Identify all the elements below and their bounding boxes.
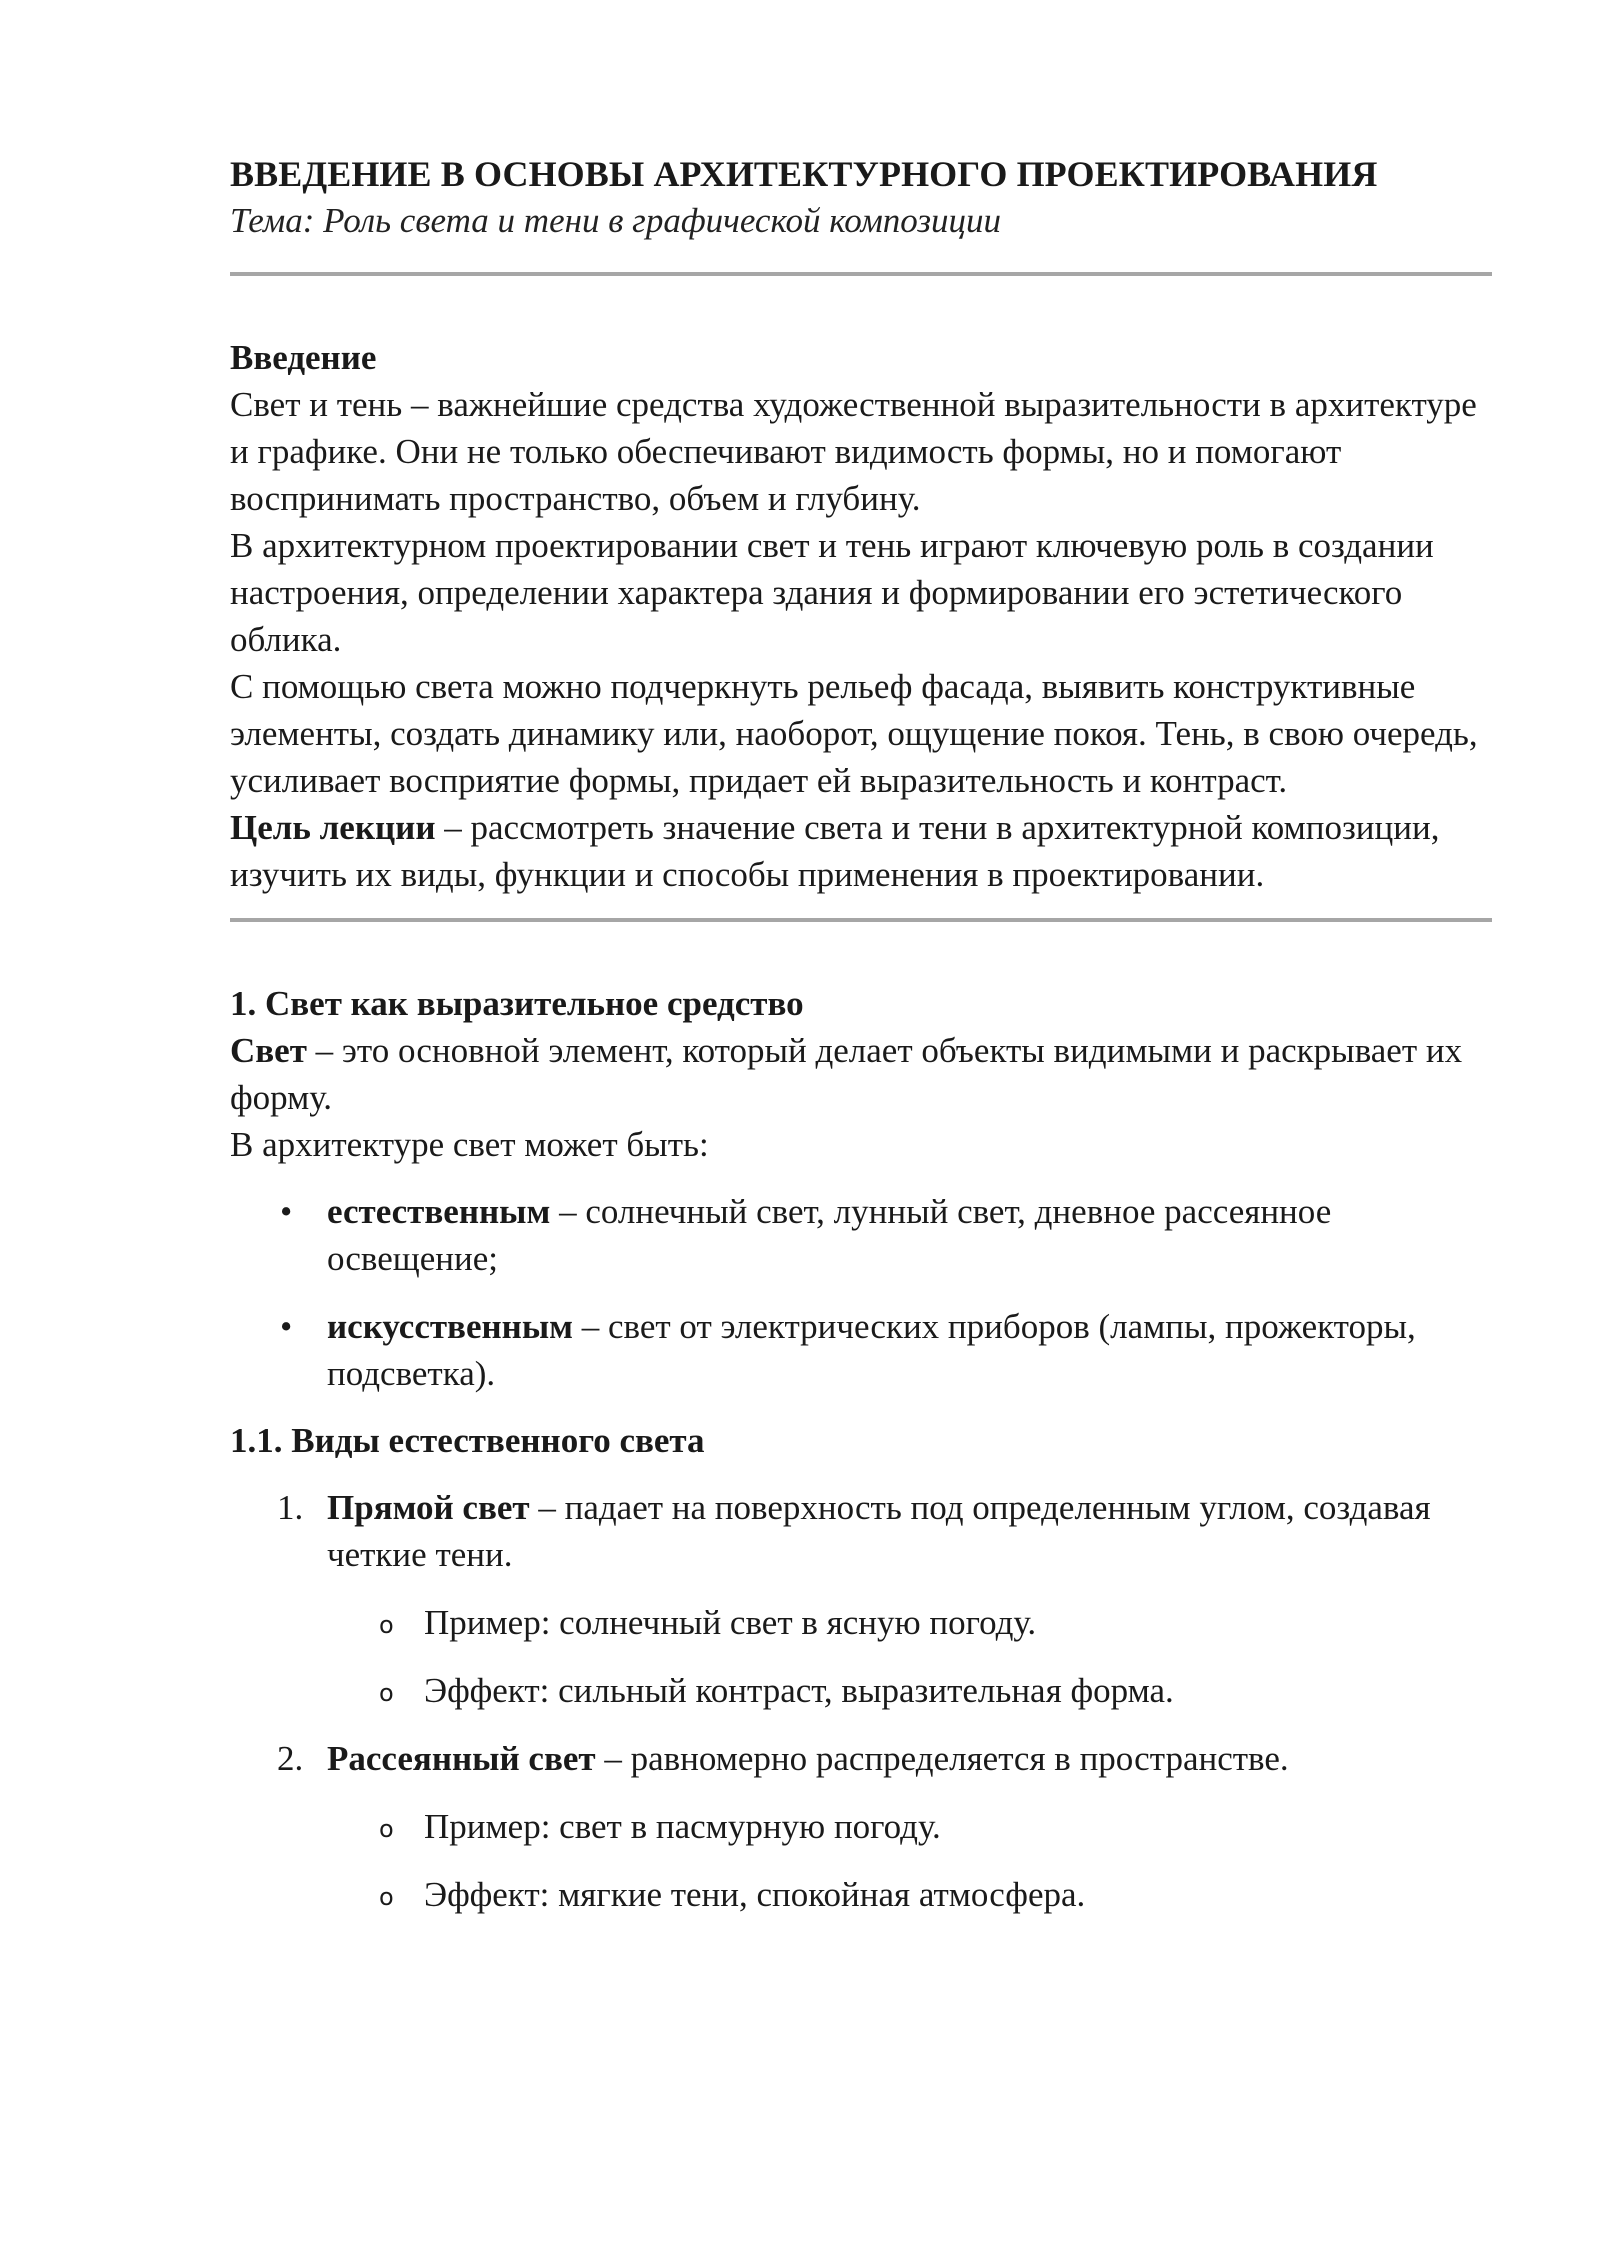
- list-item-term: естественным: [327, 1192, 551, 1231]
- list-item-term: искусственным: [327, 1307, 573, 1346]
- light-definition-paragraph: [230, 1027, 1492, 1168]
- circle-bullet-icon: o: [379, 1611, 394, 1639]
- sub-list-item-text: Пример: свет в пасмурную погоду.: [424, 1807, 941, 1846]
- circle-bullet-icon: o: [379, 1883, 394, 1911]
- list-item-text: – падает на поверхность под определенным углом, создавая четкие тени.: [327, 1488, 1431, 1574]
- intro-paragraph-2: С помощью света можно подчеркнуть рельеф фасада, выявить конструктивные элементы, создать динамику или, наоборот, ощущение покоя. Тень, в свою очередь, усиливает восприятие формы, придает ей выразительность и контраст.: [230, 667, 1478, 800]
- list-item: [230, 1484, 1492, 1714]
- sub-list-item-text: Эффект: сильный контраст, выразительная форма.: [424, 1671, 1174, 1710]
- horizontal-divider: [230, 918, 1492, 922]
- intro-sentence-2: В архитектурном проектировании свет и тень играют ключевую роль в создании настроения, определении характера здания и формировании его эстетического облика.: [230, 526, 1434, 659]
- lecture-goal-label: Цель лекции: [230, 808, 436, 847]
- light-definition-term: Свет: [230, 1031, 307, 1070]
- list-item: [230, 1188, 1492, 1282]
- lecture-goal-paragraph: [230, 804, 1492, 898]
- list-item-term: Прямой свет: [327, 1488, 530, 1527]
- document-title: ВВЕДЕНИЕ В ОСНОВЫ АРХИТЕКТУРНОГО ПРОЕКТИРОВАНИЯ: [230, 154, 1378, 194]
- light-types-intro: В архитектуре свет может быть:: [230, 1125, 709, 1164]
- list-item-text: – солнечный свет, лунный свет, дневное рассеянное освещение;: [327, 1192, 1332, 1278]
- bullet-icon: •: [280, 1192, 293, 1231]
- sub-list-item: [327, 1871, 1492, 1918]
- list-item: [230, 1735, 1492, 1918]
- list-item-term: Рассеянный свет: [327, 1739, 596, 1778]
- sub-list-item: [327, 1803, 1492, 1850]
- lecture-goal-text: – рассмотреть значение света и тени в архитектурной композиции, изучить их виды, функции и способы применения в проектировании.: [230, 808, 1440, 894]
- intro-sentence-1: Свет и тень – важнейшие средства художественной выразительности в архитектуре и графике. Они не только обеспечивают видимость формы, но и помогают воспринимать пространство, объем и глубину.: [230, 385, 1477, 518]
- intro-heading: Введение: [230, 338, 377, 377]
- circle-bullet-icon: o: [379, 1815, 394, 1843]
- document-page: [230, 150, 1492, 1918]
- document-subtitle: Тема: Роль света и тени в графической композиции: [230, 201, 1001, 240]
- sub-list-item: [327, 1667, 1492, 1714]
- circle-bullet-icon: o: [379, 1679, 394, 1707]
- list-item-text: – свет от электрических приборов (лампы, прожекторы, подсветка).: [327, 1307, 1416, 1393]
- list-number: 1.: [277, 1488, 304, 1527]
- sub-list: [327, 1599, 1492, 1714]
- horizontal-divider: [230, 272, 1492, 276]
- sub-list-item: [327, 1599, 1492, 1646]
- bullet-icon: •: [280, 1307, 293, 1346]
- sub-list-item-text: Пример: солнечный свет в ясную погоду.: [424, 1603, 1037, 1642]
- light-definition-text: – это основной элемент, который делает объекты видимыми и раскрывает их форму.: [230, 1031, 1463, 1117]
- section-1-heading: 1. Свет как выразительное средство: [230, 984, 804, 1023]
- sub-list-item-text: Эффект: мягкие тени, спокойная атмосфера.: [424, 1875, 1086, 1914]
- list-item-text: – равномерно распределяется в пространстве.: [595, 1739, 1289, 1778]
- intro-paragraph-1: [230, 381, 1492, 663]
- list-number: 2.: [277, 1739, 304, 1778]
- section-1-1-heading: 1.1. Виды естественного света: [230, 1421, 705, 1460]
- light-types-list: [230, 1188, 1492, 1397]
- sub-list: [327, 1803, 1492, 1918]
- list-item: [230, 1303, 1492, 1397]
- natural-light-types-list: [230, 1484, 1492, 1918]
